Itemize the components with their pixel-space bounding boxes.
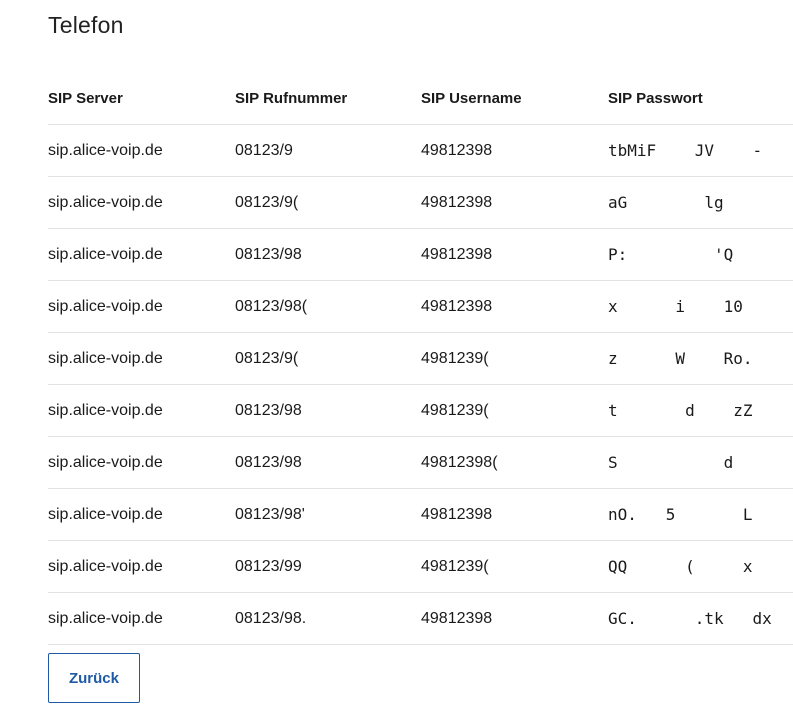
header-sip-server: SIP Server: [48, 89, 123, 107]
cell-number: 08123/98: [235, 437, 421, 489]
table-row: [48, 333, 793, 385]
table-row: [48, 229, 793, 281]
back-button[interactable]: Zurück: [48, 653, 140, 703]
cell-server: sip.alice-voip.de: [48, 333, 235, 385]
cell-server: sip.alice-voip.de: [48, 489, 235, 541]
cell-number: 08123/98(: [235, 281, 421, 333]
page-title: Telefon: [48, 12, 124, 38]
cell-number: 08123/9: [235, 125, 421, 177]
cell-password: QQ ( x: [608, 541, 793, 593]
cell-username: 49812398: [421, 593, 608, 645]
cell-password: z W Ro.: [608, 333, 793, 385]
cell-server: sip.alice-voip.de: [48, 385, 235, 437]
cell-username: 49812398: [421, 489, 608, 541]
cell-username: 4981239(: [421, 385, 608, 437]
cell-number: 08123/99: [235, 541, 421, 593]
cell-password: S d: [608, 437, 793, 489]
cell-number: 08123/9(: [235, 333, 421, 385]
cell-username: 49812398: [421, 281, 608, 333]
cell-username: 49812398: [421, 229, 608, 281]
table-row: [48, 125, 793, 177]
cell-server: sip.alice-voip.de: [48, 177, 235, 229]
cell-username: 49812398: [421, 125, 608, 177]
cell-password: aG lg: [608, 177, 793, 229]
cell-password: x i 10: [608, 281, 793, 333]
cell-server: sip.alice-voip.de: [48, 281, 235, 333]
table-row: [48, 541, 793, 593]
table-row: [48, 385, 793, 437]
cell-number: 08123/9(: [235, 177, 421, 229]
cell-password: GC. .tk dx: [608, 593, 793, 645]
header-sip-number: SIP Rufnummer: [235, 89, 348, 107]
table-row: [48, 437, 793, 489]
table-header-row: [48, 72, 793, 125]
cell-username: 49812398: [421, 177, 608, 229]
table-row: [48, 489, 793, 541]
cell-number: 08123/98: [235, 229, 421, 281]
cell-number: 08123/98.: [235, 593, 421, 645]
cell-server: sip.alice-voip.de: [48, 437, 235, 489]
sip-accounts-table: [48, 72, 793, 645]
header-sip-username: SIP Username: [421, 89, 522, 107]
table-row: [48, 177, 793, 229]
cell-username: 49812398(: [421, 437, 608, 489]
cell-password: t d zZ: [608, 385, 793, 437]
cell-server: sip.alice-voip.de: [48, 125, 235, 177]
cell-number: 08123/98: [235, 385, 421, 437]
cell-username: 4981239(: [421, 541, 608, 593]
cell-server: sip.alice-voip.de: [48, 229, 235, 281]
cell-password: nO. 5 L: [608, 489, 793, 541]
cell-number: 08123/98': [235, 489, 421, 541]
cell-password: P: 'Q: [608, 229, 793, 281]
cell-username: 4981239(: [421, 333, 608, 385]
cell-server: sip.alice-voip.de: [48, 541, 235, 593]
table-row: [48, 281, 793, 333]
table-row: [48, 593, 793, 645]
header-sip-password: SIP Passwort: [608, 89, 703, 107]
cell-server: sip.alice-voip.de: [48, 593, 235, 645]
cell-password: tbMiF JV -: [608, 125, 793, 177]
